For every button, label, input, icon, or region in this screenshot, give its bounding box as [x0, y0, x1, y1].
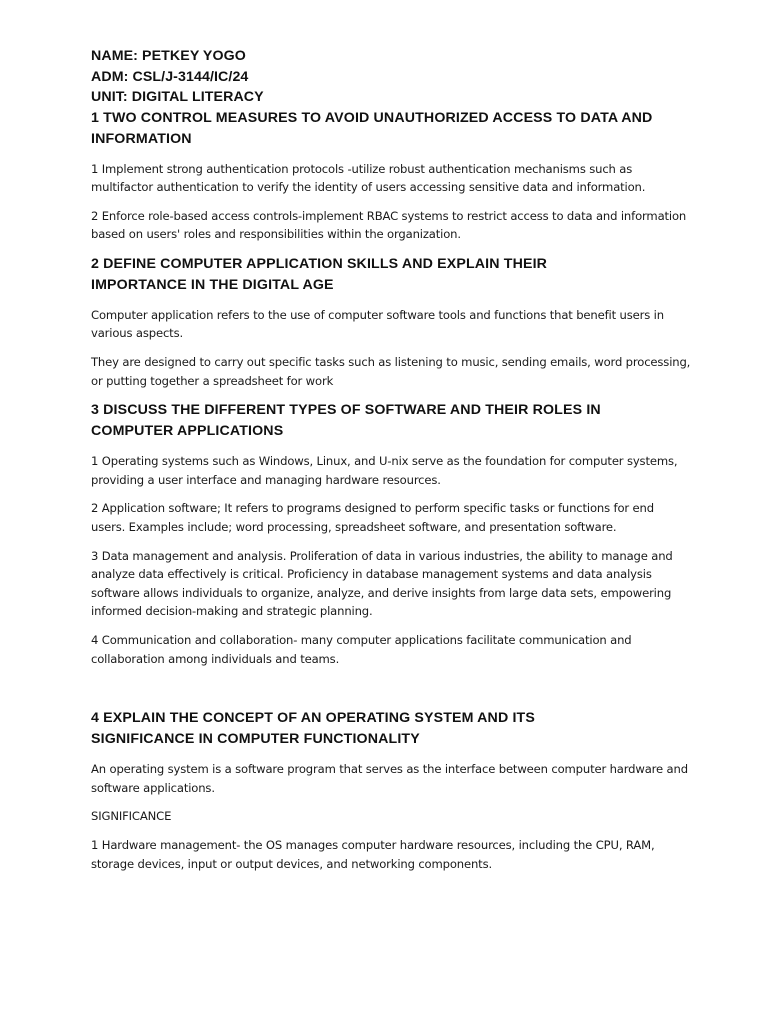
section-4-heading: 4 EXPLAIN THE CONCEPT OF AN OPERATING SYSTEM AND ITS SIGNIFICANCE IN COMPUTER FUNCTIONALITY [91, 710, 535, 748]
document-page [91, 46, 691, 873]
section-2-paragraph-1: Computer application refers to the use of computer software tools and functions that benefit users in various aspects. [91, 307, 664, 341]
admission-number: ADM: CSL/J-3144/IC/24 [91, 68, 249, 85]
section-2-heading: 2 DEFINE COMPUTER APPLICATION SKILLS AND EXPLAIN THEIR IMPORTANCE IN THE DIGITAL AGE [91, 255, 548, 293]
section-3-heading: 3 DISCUSS THE DIFFERENT TYPES OF SOFTWARE AND THEIR ROLES IN COMPUTER APPLICATIONS [91, 402, 601, 440]
unit-name: UNIT: DIGITAL LITERACY [91, 89, 264, 105]
section-1-paragraph-1: 1 Implement strong authentication protocols -utilize robust authentication mechanisms such as multifactor authentication to verify the identity of users accessing sensitive data and information. [91, 161, 646, 195]
section-1-paragraph-2: 2 Enforce role-based access controls-implement RBAC systems to restrict access to data and information based on users' roles and responsibilities within the organization. [91, 208, 687, 242]
significance-label: SIGNIFICANCE [91, 809, 172, 824]
section-4-paragraph-1: An operating system is a software program that serves as the interface between computer hardware and software applications. [91, 762, 688, 795]
section-3-paragraph-4: 4 Communication and collaboration- many computer applications facilitate communication and collaboration among individuals and teams. [91, 633, 632, 666]
section-3-paragraph-1: 1 Operating systems such as Windows, Linux, and U-nix serve as the foundation for computer systems, providing a user interface and managing hardware resources. [91, 454, 678, 487]
section-3-paragraph-2: 2 Application software; It refers to programs designed to perform specific tasks or functions for end users. Examples include; word processing, spreadsheet software, and presentation software. [91, 501, 654, 535]
section-1-heading: 1 TWO CONTROL MEASURES TO AVOID UNAUTHORIZED ACCESS TO DATA AND INFORMATION [91, 109, 653, 147]
student-name: NAME: PETKEY YOGO [91, 48, 246, 64]
section-4-paragraph-2: 1 Hardware management- the OS manages computer hardware resources, including the CPU, RAM, storage devices, input or output devices, and networking components. [91, 837, 655, 871]
section-3-paragraph-3: 3 Data management and analysis. Proliferation of data in various industries, the ability to manage and analyze data effectively is critical. Proficiency in database management systems and data analysis software allows individuals to organize, analyze, and derive insights from large data sets, empowering informed decision-making and strategic planning. [91, 548, 673, 619]
section-2-paragraph-2: They are designed to carry out specific tasks such as listening to music, sending emails, word processing, or putting together a spreadsheet for work [91, 355, 691, 388]
